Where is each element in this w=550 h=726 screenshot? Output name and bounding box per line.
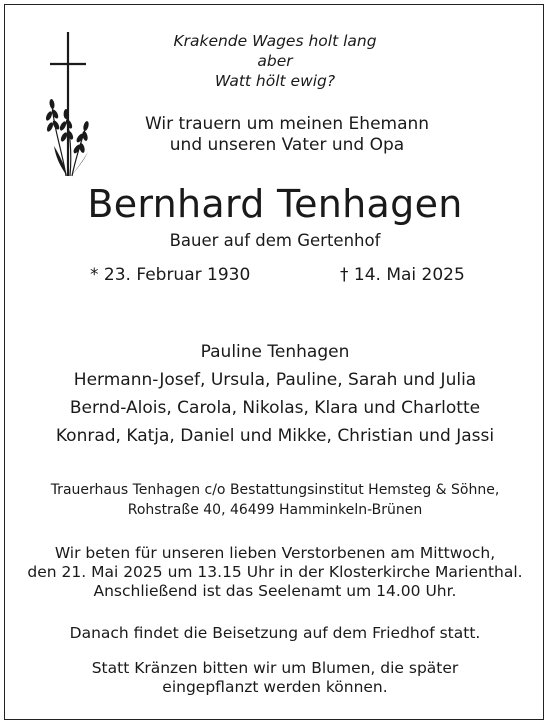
mourning-house-address [0, 480, 550, 520]
family-line: Bernd-Alois, Carola, Nikolas, Klara und Charlotte [69, 398, 481, 418]
intro-text [12, 114, 550, 156]
burial-info: Danach findet die Beisetzung auf dem Friedhof statt. [69, 624, 481, 642]
service-line: Wir beten für unseren lieben Verstorbenen am Mittwoch, [54, 544, 496, 562]
deceased-name: Bernhard Tenhagen [87, 182, 463, 226]
flowers-line: eingepflanzt werden können. [162, 678, 388, 696]
death-date: † 14. Mai 2025 [340, 265, 465, 285]
deceased-subtitle: Bauer auf dem Gertenhof [169, 231, 381, 250]
birth-date: * 23. Februar 1930 [90, 265, 251, 285]
intro-line: Wir trauern um meinen Ehemann [144, 114, 430, 134]
flowers-request [0, 659, 550, 697]
motto-line: aber [257, 52, 293, 70]
service-line: Anschließend ist das Seelenamt um 14.00 Uhr. [93, 582, 457, 600]
family-line: Pauline Tenhagen [200, 342, 350, 362]
intro-line: und unseren Vater und Opa [169, 135, 405, 155]
family-line: Hermann-Josef, Ursula, Pauline, Sarah und Julia [73, 370, 477, 390]
address-line: Rohstraße 40, 46499 Hamminkeln-Brünen [127, 502, 423, 518]
motto-line: Krakende Wages holt lang [173, 32, 377, 50]
service-line: den 21. Mai 2025 um 13.15 Uhr in der Klosterkirche Marienthal. [27, 563, 523, 581]
family-line: Konrad, Katja, Daniel und Mikke, Christian und Jassi [55, 426, 495, 446]
address-line: Trauerhaus Tenhagen c/o Bestattungsinstitut Hemsteg & Söhne, [50, 482, 500, 498]
family-list [0, 338, 550, 450]
flowers-line: Statt Kränzen bitten wir um Blumen, die später [91, 659, 459, 677]
motto-line: Watt hölt ewig? [214, 72, 336, 90]
service-info [0, 544, 550, 601]
motto [0, 31, 550, 91]
